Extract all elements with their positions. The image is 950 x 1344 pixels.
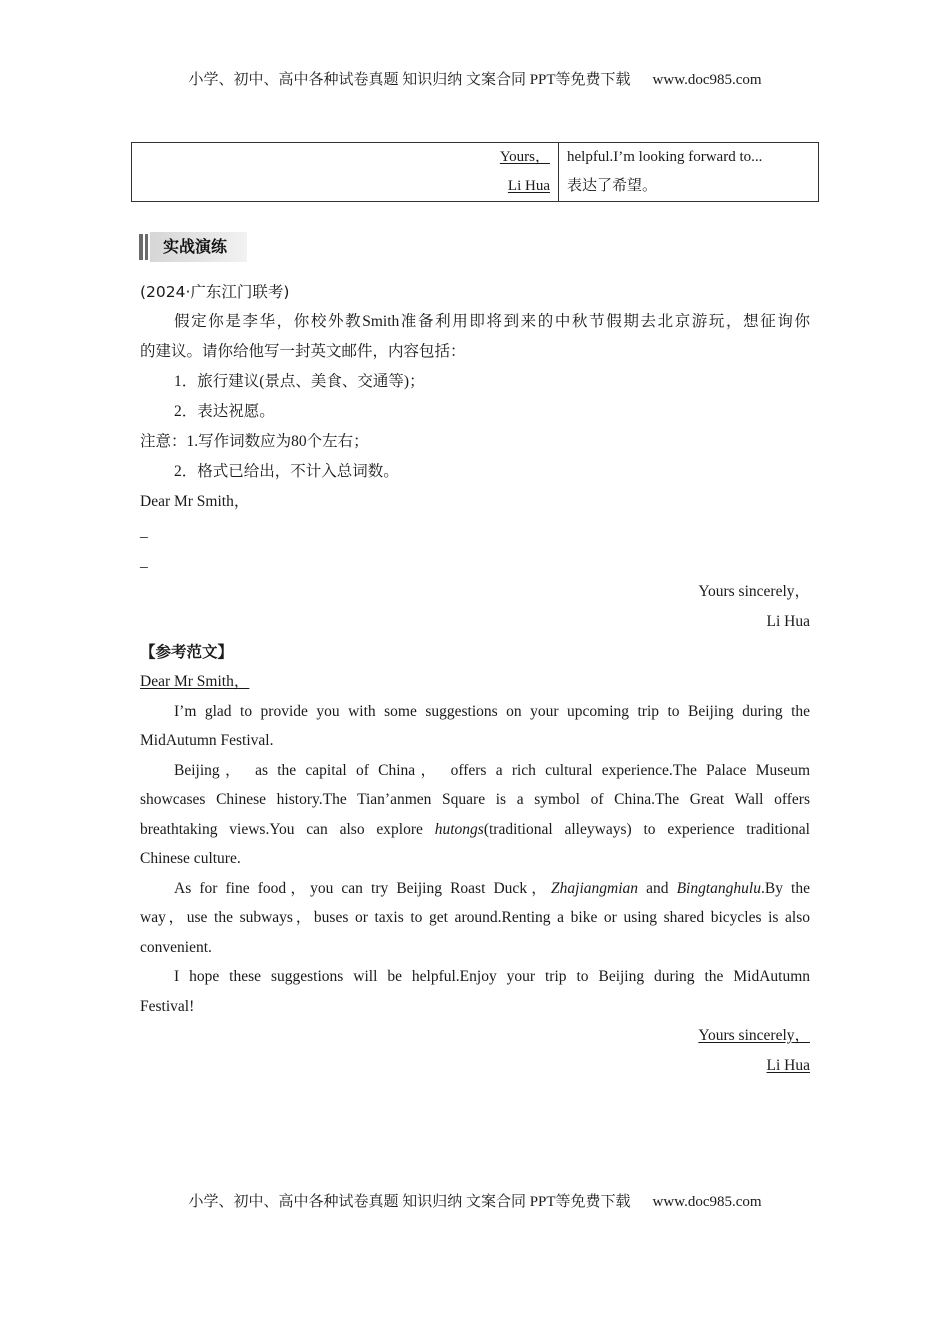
paragraph-line: Beijing， as the capital of China， offers a rich cultural experience.The Palace Museum [174, 761, 810, 779]
task-greeting: Dear Mr Smith， [140, 492, 250, 510]
header-text: 小学、初中、高中各种试卷真题 知识归纳 文案合同 PPT等免费下载 [188, 72, 631, 88]
reference-signature: Li Hua [766, 1057, 810, 1074]
table-tip-line: helpful.I’m looking forward to... [567, 149, 763, 165]
paragraph-line: convenient. [140, 938, 212, 956]
page-footer [0, 1190, 950, 1211]
task-item: 1．旅行建议(景点、美食、交通等)； [174, 372, 425, 390]
note-item: 2．格式已给出，不计入总词数。 [174, 462, 399, 480]
reference-paragraph [140, 962, 810, 1021]
footer-text: 小学、初中、高中各种试卷真题 知识归纳 文案合同 PPT等免费下载 [188, 1194, 631, 1210]
note-item: 1.写作词数应为80个左右； [186, 432, 369, 450]
page-header [0, 68, 950, 89]
task-source: (2024·广东江门联考) [140, 283, 290, 301]
section-title: 实战演练 [163, 237, 228, 256]
blank-line: _ [140, 552, 148, 570]
blank-line: _ [140, 522, 148, 540]
italic-term: Zhajiangmian [551, 879, 638, 897]
paragraph-line: showcases Chinese history.The Tian’anmen Square is a symbol of China.The Great Wall offers [140, 791, 810, 808]
italic-term: hutongs [434, 820, 484, 838]
reference-greeting: Dear Mr Smith， [140, 672, 250, 690]
task-closing: Yours sincerely， [698, 582, 810, 600]
task-item: 2．表达祝愿。 [174, 402, 275, 420]
paragraph-line: As for fine food，you can try Beijing Roast Duck，Zhajiangmian and Bingtanghulu.By the [174, 879, 810, 897]
paragraph-line: Chinese culture. [140, 850, 241, 867]
table-cell-right [559, 143, 819, 202]
task-signature: Li Hua [766, 612, 810, 630]
reference-closing: Yours sincerely， [698, 1027, 810, 1044]
note-label: 注意： [140, 432, 187, 450]
header-site: www.doc985.com [652, 72, 762, 88]
table-closing: Yours， [499, 149, 550, 165]
reference-title: 【参考范文】 [140, 642, 234, 661]
reference-paragraph [140, 874, 810, 963]
paragraph-line: I hope these suggestions will be helpful.Enjoy your trip to Beijing during the MidAutumn [174, 968, 810, 985]
reference-paragraph [140, 697, 810, 756]
footer-site: www.doc985.com [652, 1194, 762, 1210]
writing-tips-table [131, 142, 819, 202]
task-prompt-line: 的建议。请你给他写一封英文邮件，内容包括： [140, 342, 466, 360]
paragraph-line: Festival! [140, 997, 195, 1015]
paragraph-line: MidAutumn Festival. [140, 732, 274, 749]
task-note [140, 427, 810, 457]
paragraph-line: I’m glad to provide you with some suggestions on your upcoming trip to Beijing during the [174, 702, 810, 720]
italic-term: Bingtanghulu [676, 879, 761, 897]
table-cell-left [132, 143, 559, 202]
section-badge [139, 232, 247, 262]
reference-paragraph [140, 756, 810, 874]
paragraph-line: breathtaking views.You can also explore hutongs(traditional alleyways) to experience traditional [140, 820, 810, 838]
document-body [140, 277, 810, 1081]
table-signature: Li Hua [507, 178, 550, 194]
table-tip-line: 表达了希望。 [567, 178, 658, 194]
paragraph-line: way，use the subways，buses or taxis to get around.Renting a bike or using shared bicycles is also [140, 909, 810, 926]
task-prompt-line: 假定你是李华，你校外教Smith准备利用即将到来的中秋节假期去北京游玩，想征询你 [174, 313, 810, 330]
